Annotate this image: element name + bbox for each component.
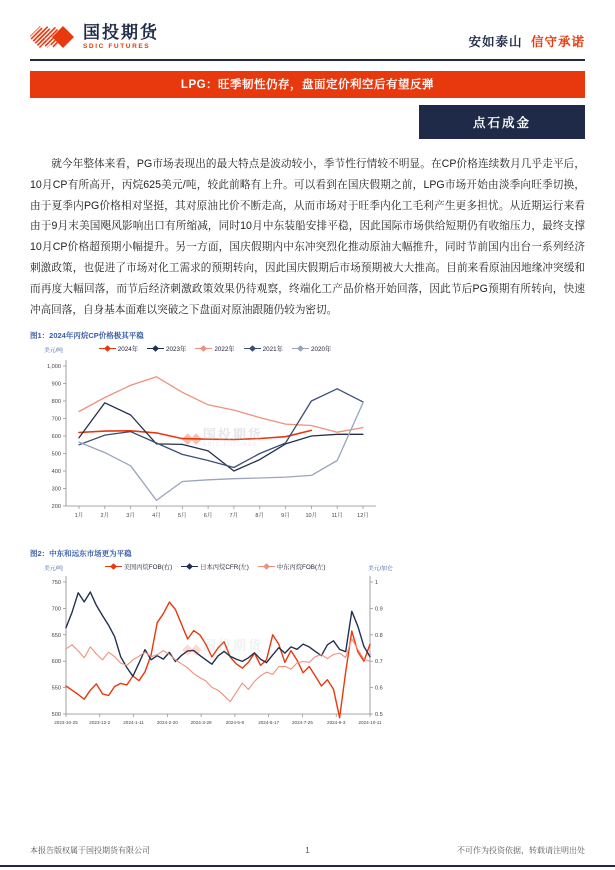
svg-text:5月: 5月 bbox=[177, 513, 187, 520]
svg-text:2024-10-11: 2024-10-11 bbox=[358, 720, 382, 726]
watermark-en: SDIC FUTURES bbox=[202, 441, 258, 448]
svg-text:500: 500 bbox=[51, 712, 61, 719]
legend-item bbox=[195, 344, 234, 353]
svg-text:500: 500 bbox=[51, 451, 61, 458]
company-logo bbox=[30, 22, 159, 52]
legend-label: 日本丙烷CFR(左) bbox=[200, 564, 249, 572]
logo-name-en: SDIC FUTURES bbox=[83, 42, 151, 50]
svg-text:600: 600 bbox=[51, 659, 61, 666]
legend-label: 2021年 bbox=[262, 346, 283, 354]
svg-text:600: 600 bbox=[51, 434, 61, 441]
legend-marker-icon bbox=[195, 345, 212, 352]
report-title-banner: LPG：旺季韧性仍存，盘面定价利空后有望反弹 bbox=[30, 71, 585, 98]
figure2-legend bbox=[30, 562, 400, 571]
logo-text bbox=[83, 24, 159, 51]
svg-text:2023-12-2: 2023-12-2 bbox=[89, 720, 111, 726]
svg-text:4月: 4月 bbox=[152, 513, 161, 520]
figure2-right-y-unit: 美元/加仑 bbox=[368, 566, 393, 573]
slogan-part-navy: 安如泰山 bbox=[468, 35, 523, 49]
svg-text:0.7: 0.7 bbox=[375, 659, 383, 666]
svg-text:800: 800 bbox=[51, 399, 61, 406]
watermark-diamonds-icon: ◆◆ bbox=[181, 429, 199, 447]
svg-text:2024-6-17: 2024-6-17 bbox=[258, 720, 280, 726]
footer-copyright: 本报告版权属于国投期货有限公司 bbox=[30, 846, 150, 855]
figure2-caption: 图2：中东和远东市场更为平稳 bbox=[30, 549, 132, 559]
page-footer bbox=[30, 845, 585, 856]
svg-text:6月: 6月 bbox=[203, 513, 213, 520]
legend-marker-icon bbox=[105, 563, 122, 570]
watermark-cn: 国投期货 bbox=[202, 426, 263, 442]
legend-item bbox=[258, 562, 326, 571]
figure2-chart bbox=[30, 572, 400, 742]
svg-text:8月: 8月 bbox=[255, 513, 265, 520]
watermark-diamonds-icon: ◆◆ bbox=[181, 641, 199, 659]
svg-text:2月: 2月 bbox=[100, 513, 110, 520]
figure1-legend bbox=[30, 344, 400, 353]
legend-marker-icon bbox=[292, 345, 309, 352]
svg-text:0.9: 0.9 bbox=[375, 606, 383, 613]
slogan-part-red: 信守承诺 bbox=[530, 35, 585, 49]
svg-text:1,000: 1,000 bbox=[47, 364, 61, 371]
figure1-chart bbox=[30, 354, 400, 539]
svg-text:700: 700 bbox=[51, 416, 61, 423]
sdic-logo-icon bbox=[30, 22, 76, 52]
header-divider bbox=[30, 59, 585, 61]
legend-item bbox=[181, 562, 249, 571]
watermark-cn: 国投期货 bbox=[202, 638, 263, 654]
svg-text:650: 650 bbox=[51, 633, 61, 640]
legend-marker-icon bbox=[258, 563, 275, 570]
figure1-caption: 图1：2024年丙烷CP价格极其平稳 bbox=[30, 331, 144, 341]
svg-text:0.8: 0.8 bbox=[375, 633, 383, 640]
svg-text:2024-5-8: 2024-5-8 bbox=[225, 720, 245, 726]
legend-marker-icon bbox=[99, 345, 116, 352]
legend-label: 2024年 bbox=[117, 346, 139, 354]
svg-text:2024-2-20: 2024-2-20 bbox=[156, 720, 178, 726]
legend-item bbox=[105, 562, 173, 571]
figure1-y-unit: 美元/吨 bbox=[44, 348, 64, 355]
svg-text:2023-10-25: 2023-10-25 bbox=[54, 720, 78, 726]
legend-item bbox=[244, 344, 283, 353]
svg-text:700: 700 bbox=[51, 606, 61, 613]
svg-text:2024-1-11: 2024-1-11 bbox=[123, 720, 144, 726]
page-number: 1 bbox=[305, 846, 310, 855]
svg-text:1: 1 bbox=[375, 580, 379, 587]
legend-label: 美国丙烷FOB(右) bbox=[123, 564, 173, 572]
logo-name-cn: 国投期货 bbox=[83, 22, 159, 42]
svg-text:10月: 10月 bbox=[305, 513, 318, 520]
legend-item bbox=[99, 344, 138, 353]
legend-item bbox=[292, 344, 331, 353]
svg-text:300: 300 bbox=[51, 486, 61, 493]
figure-1 bbox=[30, 330, 585, 544]
svg-text:2024-7-25: 2024-7-25 bbox=[291, 720, 313, 726]
svg-text:3月: 3月 bbox=[126, 513, 135, 520]
legend-marker-icon bbox=[244, 345, 261, 352]
legend-label: 2020年 bbox=[310, 346, 332, 354]
svg-text:900: 900 bbox=[51, 381, 61, 388]
legend-marker-icon bbox=[181, 563, 198, 570]
svg-text:400: 400 bbox=[51, 469, 61, 476]
legend-label: 2023年 bbox=[166, 346, 187, 354]
figure2-left-y-unit: 美元/吨 bbox=[44, 566, 64, 573]
legend-item bbox=[147, 344, 186, 353]
footer-disclaimer: 不可作为投资依据，转载请注明出处 bbox=[457, 846, 585, 855]
series-name-banner: 点石成金 bbox=[419, 105, 585, 139]
svg-text:12月: 12月 bbox=[357, 513, 369, 520]
figure-2 bbox=[30, 548, 585, 747]
report-body-paragraph: 就今年整体来看，PG市场表现出的最大特点是波动较小，季节性行情较不明显。在CP价格连续数月几乎走平后，10月CP有所高开，丙烷625美元/吨，较此前略有上升。可以看到在国庆假期之前，LPG市场开始由淡季向旺季切换，由于夏季内PG价格相对坚挺，其对原油比价不断走高，从而市场对于旺季内化工毛利产生更多担忧。从近期运行来看由于9月末美国飓风影响出口有所缩减，同时10月中东装船安排平稳，因此国际市场供给短期仍有收缩压力，最终支撑10月CP价格超预期小幅提升。另一方面，国庆假期内中东冲突烈化推动原油大幅推升，同时节前国内出台一系列经济刺激政策，也促进了市场对化工需求的预期转向，因此国庆假期后市场预期被大大推高。目前来看原油因地缘冲突缓和而再度大幅回落，而节后经济刺激政策效果仍待观察，终端化工产品价格开始回落，因此节后PG预期有所转向，快速冲高回落，自身基本面难以突破之下盘面对原油跟随仍较为密切。 bbox=[30, 158, 585, 316]
company-slogan bbox=[468, 32, 585, 52]
svg-text:1月: 1月 bbox=[74, 513, 84, 520]
svg-text:550: 550 bbox=[51, 685, 61, 692]
legend-marker-icon bbox=[147, 345, 164, 352]
svg-text:200: 200 bbox=[51, 504, 61, 511]
svg-text:2024-3-29: 2024-3-29 bbox=[190, 720, 212, 726]
svg-text:750: 750 bbox=[51, 580, 61, 587]
svg-text:0.5: 0.5 bbox=[375, 712, 383, 719]
watermark-en: SDIC FUTURES bbox=[202, 653, 258, 660]
legend-label: 2022年 bbox=[214, 346, 235, 354]
page-bottom-divider bbox=[0, 865, 615, 867]
page-header bbox=[30, 22, 585, 52]
legend-label: 中东丙烷FOB(左) bbox=[276, 564, 326, 572]
svg-text:9月: 9月 bbox=[281, 513, 290, 520]
svg-text:11月: 11月 bbox=[331, 513, 343, 520]
svg-text:0.6: 0.6 bbox=[375, 685, 383, 692]
svg-text:2024-9-3: 2024-9-3 bbox=[327, 720, 346, 726]
svg-text:7月: 7月 bbox=[229, 513, 239, 520]
